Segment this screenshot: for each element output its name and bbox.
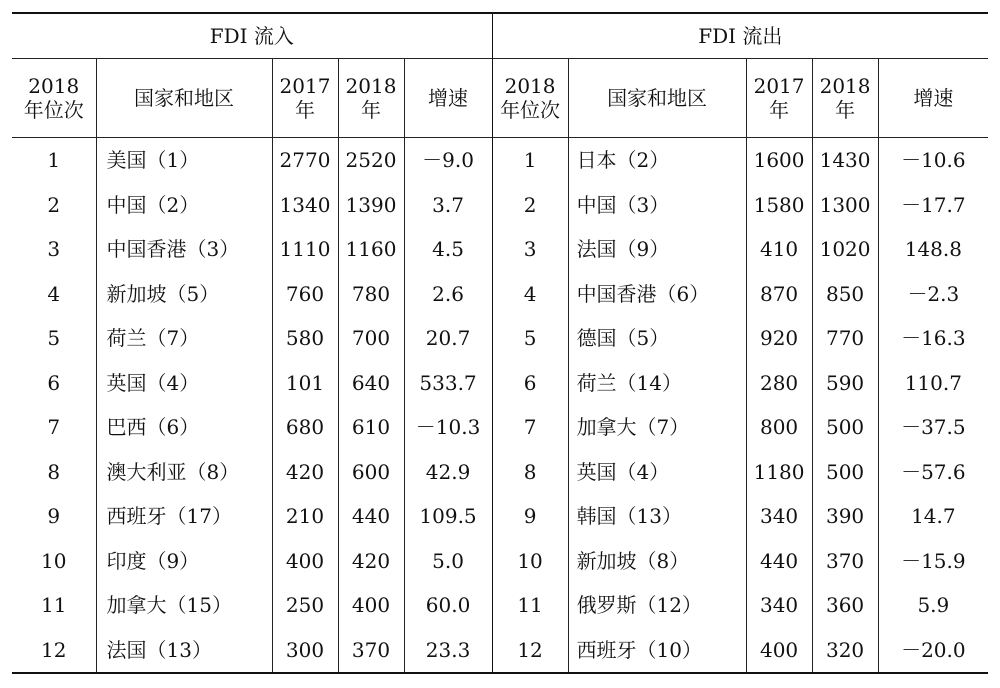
inflow-rank-cell: 8: [47, 459, 61, 484]
outflow-region-cell: 德国（5）: [568, 316, 746, 361]
inflow-2017-cell: 210: [272, 494, 338, 539]
table-column-header-row: [12, 59, 988, 138]
outflow-rank-header: 2018 年位次: [492, 59, 568, 138]
outflow-growth-cell: 148.8: [878, 227, 988, 272]
outflow-growth-header: 增速: [878, 59, 988, 138]
outflow-2018-cell: 1300: [812, 183, 878, 228]
outflow-growth-cell: －20.0: [878, 628, 988, 674]
inflow-2017-cell: 2770: [272, 138, 338, 183]
outflow-rank-cell: 1: [492, 138, 568, 183]
inflow-region-cell: 西班牙（17）: [96, 494, 272, 539]
outflow-2017-cell: 280: [746, 361, 812, 406]
inflow-2018-cell: 600: [338, 450, 404, 495]
inflow-rank-cell: 5: [47, 326, 61, 351]
outflow-header: FDI 流出: [492, 13, 988, 59]
outflow-rank-cell: 12: [492, 628, 568, 674]
inflow-2017-cell: 250: [272, 583, 338, 628]
outflow-rank-cell: 4: [492, 272, 568, 317]
outflow-region-cell: 俄罗斯（12）: [568, 583, 746, 628]
inflow-growth-header: 增速: [404, 59, 492, 138]
inflow-region-cell: 法国（13）: [96, 628, 272, 674]
inflow-2017-header: 2017 年: [272, 59, 338, 138]
inflow-2017-cell: 680: [272, 405, 338, 450]
inflow-2018-header: 2018 年: [338, 59, 404, 138]
inflow-rank-cell: 10: [41, 548, 67, 573]
inflow-region-cell: 美国（1）: [96, 138, 272, 183]
inflow-growth-cell: 60.0: [404, 583, 492, 628]
inflow-rank-cell: 6: [47, 370, 61, 395]
fdi-table: [12, 12, 988, 674]
outflow-region-cell: 日本（2）: [568, 138, 746, 183]
outflow-2017-cell: 410: [746, 227, 812, 272]
outflow-2017-cell: 400: [746, 628, 812, 674]
inflow-2018-cell: 2520: [338, 138, 404, 183]
outflow-region-cell: 加拿大（7）: [568, 405, 746, 450]
inflow-growth-cell: 20.7: [404, 316, 492, 361]
outflow-growth-cell: 14.7: [878, 494, 988, 539]
table-row: [12, 227, 988, 272]
outflow-rank-cell: 7: [492, 405, 568, 450]
inflow-growth-cell: 533.7: [404, 361, 492, 406]
inflow-region-cell: 中国香港（3）: [96, 227, 272, 272]
inflow-header: FDI 流入: [12, 13, 492, 59]
outflow-rank-cell: 8: [492, 450, 568, 495]
outflow-growth-cell: －17.7: [878, 183, 988, 228]
outflow-2018-cell: 390: [812, 494, 878, 539]
outflow-2018-header: 2018 年: [812, 59, 878, 138]
inflow-growth-cell: 2.6: [404, 272, 492, 317]
table-body: [12, 138, 988, 674]
inflow-region-header: 国家和地区: [96, 59, 272, 138]
outflow-rank-cell: 11: [492, 583, 568, 628]
outflow-growth-cell: －16.3: [878, 316, 988, 361]
inflow-2017-cell: 420: [272, 450, 338, 495]
inflow-2018-cell: 640: [338, 361, 404, 406]
inflow-2018-cell: 1160: [338, 227, 404, 272]
inflow-2018-cell: 440: [338, 494, 404, 539]
inflow-2017-cell: 1110: [272, 227, 338, 272]
outflow-2018-cell: 590: [812, 361, 878, 406]
inflow-2017-cell: 101: [272, 361, 338, 406]
inflow-rank-cell: 12: [12, 628, 96, 674]
inflow-region-cell: 加拿大（15）: [96, 583, 272, 628]
outflow-rank-cell: 5: [492, 316, 568, 361]
inflow-region-cell: 中国（2）: [96, 183, 272, 228]
outflow-2018-cell: 850: [812, 272, 878, 317]
inflow-region-cell: 巴西（6）: [96, 405, 272, 450]
inflow-growth-cell: －9.0: [404, 138, 492, 183]
inflow-growth-cell: 5.0: [404, 539, 492, 584]
outflow-2017-cell: 870: [746, 272, 812, 317]
outflow-growth-cell: 110.7: [878, 361, 988, 406]
outflow-growth-cell: －37.5: [878, 405, 988, 450]
inflow-2017-cell: 400: [272, 539, 338, 584]
table-row: [12, 450, 988, 495]
inflow-rank-cell: 11: [41, 593, 67, 618]
inflow-2018-cell: 420: [338, 539, 404, 584]
inflow-2017-cell: 300: [272, 628, 338, 674]
table-row: [12, 583, 988, 628]
inflow-growth-cell: 4.5: [404, 227, 492, 272]
inflow-2018-cell: 400: [338, 583, 404, 628]
inflow-rank-cell: 7: [47, 415, 61, 440]
outflow-region-cell: 韩国（13）: [568, 494, 746, 539]
outflow-2018-cell: 1430: [812, 138, 878, 183]
inflow-2018-cell: 1390: [338, 183, 404, 228]
inflow-region-cell: 荷兰（7）: [96, 316, 272, 361]
inflow-2018-cell: 700: [338, 316, 404, 361]
inflow-2017-cell: 1340: [272, 183, 338, 228]
outflow-2018-cell: 320: [812, 628, 878, 674]
inflow-2017-cell: 580: [272, 316, 338, 361]
outflow-2017-cell: 440: [746, 539, 812, 584]
inflow-region-cell: 印度（9）: [96, 539, 272, 584]
outflow-rank-cell: 10: [492, 539, 568, 584]
outflow-2018-cell: 770: [812, 316, 878, 361]
outflow-region-cell: 中国香港（6）: [568, 272, 746, 317]
table-row: [12, 494, 988, 539]
outflow-2017-cell: 340: [746, 583, 812, 628]
outflow-region-header: 国家和地区: [568, 59, 746, 138]
table-row: [12, 405, 988, 450]
inflow-rank-cell: 4: [47, 281, 61, 306]
outflow-growth-cell: 5.9: [878, 583, 988, 628]
table-row: [12, 138, 988, 183]
inflow-growth-cell: 42.9: [404, 450, 492, 495]
inflow-region-cell: 澳大利亚（8）: [96, 450, 272, 495]
outflow-2017-cell: 1600: [746, 138, 812, 183]
outflow-growth-cell: －57.6: [878, 450, 988, 495]
outflow-2018-cell: 500: [812, 405, 878, 450]
outflow-region-cell: 法国（9）: [568, 227, 746, 272]
outflow-rank-cell: 9: [492, 494, 568, 539]
outflow-region-cell: 荷兰（14）: [568, 361, 746, 406]
outflow-2018-cell: 500: [812, 450, 878, 495]
outflow-2017-cell: 1180: [746, 450, 812, 495]
outflow-2017-cell: 800: [746, 405, 812, 450]
inflow-2018-cell: 780: [338, 272, 404, 317]
inflow-region-cell: 新加坡（5）: [96, 272, 272, 317]
inflow-growth-cell: 23.3: [404, 628, 492, 674]
inflow-rank-cell: 2: [47, 192, 61, 217]
outflow-2017-cell: 1580: [746, 183, 812, 228]
table-row: [12, 183, 988, 228]
inflow-growth-cell: －10.3: [404, 405, 492, 450]
table-row: [12, 272, 988, 317]
outflow-rank-cell: 6: [492, 361, 568, 406]
outflow-2017-cell: 920: [746, 316, 812, 361]
outflow-region-cell: 中国（3）: [568, 183, 746, 228]
outflow-region-cell: 英国（4）: [568, 450, 746, 495]
outflow-growth-cell: －15.9: [878, 539, 988, 584]
inflow-rank-header: 2018 年位次: [12, 59, 96, 138]
inflow-region-cell: 英国（4）: [96, 361, 272, 406]
table-row: [12, 316, 988, 361]
inflow-rank-cell: 1: [47, 148, 61, 173]
outflow-region-cell: 新加坡（8）: [568, 539, 746, 584]
outflow-2017-header: 2017 年: [746, 59, 812, 138]
inflow-rank-cell: 9: [47, 504, 61, 529]
inflow-2018-cell: 610: [338, 405, 404, 450]
table-row: [12, 361, 988, 406]
inflow-2017-cell: 760: [272, 272, 338, 317]
outflow-rank-cell: 3: [492, 227, 568, 272]
inflow-growth-cell: 109.5: [404, 494, 492, 539]
inflow-growth-cell: 3.7: [404, 183, 492, 228]
outflow-growth-cell: －10.6: [878, 138, 988, 183]
outflow-rank-cell: 2: [492, 183, 568, 228]
table-row: [12, 539, 988, 584]
outflow-2018-cell: 370: [812, 539, 878, 584]
inflow-2018-cell: 370: [338, 628, 404, 674]
inflow-rank-cell: 3: [47, 237, 61, 262]
outflow-growth-cell: －2.3: [878, 272, 988, 317]
table-row: [12, 628, 988, 674]
outflow-region-cell: 西班牙（10）: [568, 628, 746, 674]
outflow-2018-cell: 360: [812, 583, 878, 628]
table-header-group-row: [12, 13, 988, 59]
outflow-2018-cell: 1020: [812, 227, 878, 272]
outflow-2017-cell: 340: [746, 494, 812, 539]
